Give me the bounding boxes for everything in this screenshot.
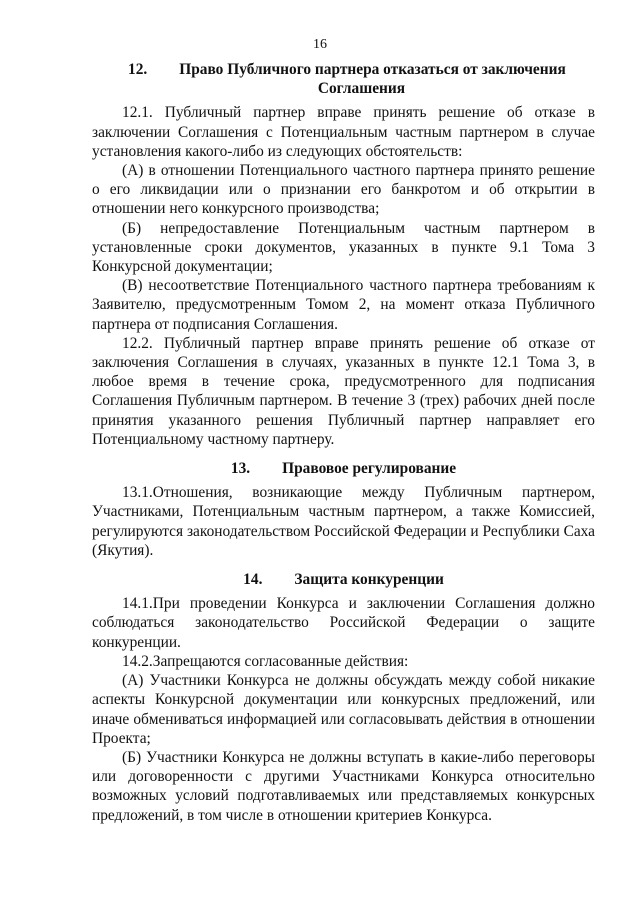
paragraph-12-2: 12.2. Публичный партнер вправе принять решение об отказе от заключения Соглашения в случаях, указанных в пункте 12.1 Тома 3, в любое время в течение срока, предусмотренного для подписания Соглашения Публичным партнером. В течение 3 (трех) рабочих дней после принятия указанного решения Публичный партнер направляет его Потенциальному частному партнеру. (92, 334, 595, 448)
paragraph-14-2-b: (Б) Участники Конкурса не должны вступать в какие-либо переговоры или договоренности с другими Участниками Конкурса относительно возможных условий подготавливаемых или представляемых конкурсных предложений, в том числе в отношении критериев Конкурса. (92, 748, 595, 824)
page-content (92, 60, 595, 825)
paragraph-12-1-c: (В) несоответствие Потенциального частного партнера требованиям к Заявителю, предусмотренным Томом 2, на момент отказа Публичного партнера от подписания Соглашения. (92, 277, 595, 333)
section-12-number: 12. (128, 61, 148, 78)
section-12-title-line2: Соглашения (317, 80, 406, 98)
paragraph-14-2-a: (А) Участники Конкурса не должны обсуждать между собой никакие аспекты Конкурсной документации или конкурсных предложений, или иначе обмениваться информацией или согласовывать действия в отношении Проекта; (92, 672, 595, 747)
paragraph-12-1-b: (Б) непредоставление Потенциальным частным партнером в установленные сроки документов, указанных в пункте 9.1 Тома 3 Конкурсной документации; (92, 219, 595, 276)
paragraph-13-1: 13.1.Отношения, возникающие между Публичным партнером, Участниками, Потенциальным частным партнером, а также Комиссией, регулируются законодательством Российской Федерации и Республики Саха (Якутия). (92, 484, 595, 559)
section-13-title: Правовое регулирование (282, 460, 457, 478)
section-12-title-line1: Право Публичного партнера отказаться от заключения (179, 61, 566, 78)
section-14-heading (92, 570, 595, 589)
section-13-heading (92, 459, 595, 478)
paragraph-12-1-a: (А) в отношении Потенциального частного партнера принято решение о его ликвидации или о признании его банкротом и об открытии в отношении него конкурсного производства; (92, 162, 595, 218)
paragraph-14-2: 14.2.Запрещаются согласованные действия: (122, 652, 409, 670)
paragraph-14-1: 14.1.При проведении Конкурса и заключении Соглашения должно соблюдаться законодательство Российской Федерации о защите конкуренции. (92, 595, 595, 651)
section-13-number: 13. (230, 460, 251, 478)
paragraph-12-1: 12.1. Публичный партнер вправе принять решение об отказе в заключении Соглашения с Потенциальным частным партнером в случае установления какого-либо из следующих обстоятельств: (92, 104, 595, 160)
section-14-number: 14. (243, 571, 263, 589)
section-12-heading (92, 60, 595, 98)
page-number: 16 (313, 37, 327, 52)
section-14-title: Защита конкуренции (294, 571, 444, 589)
